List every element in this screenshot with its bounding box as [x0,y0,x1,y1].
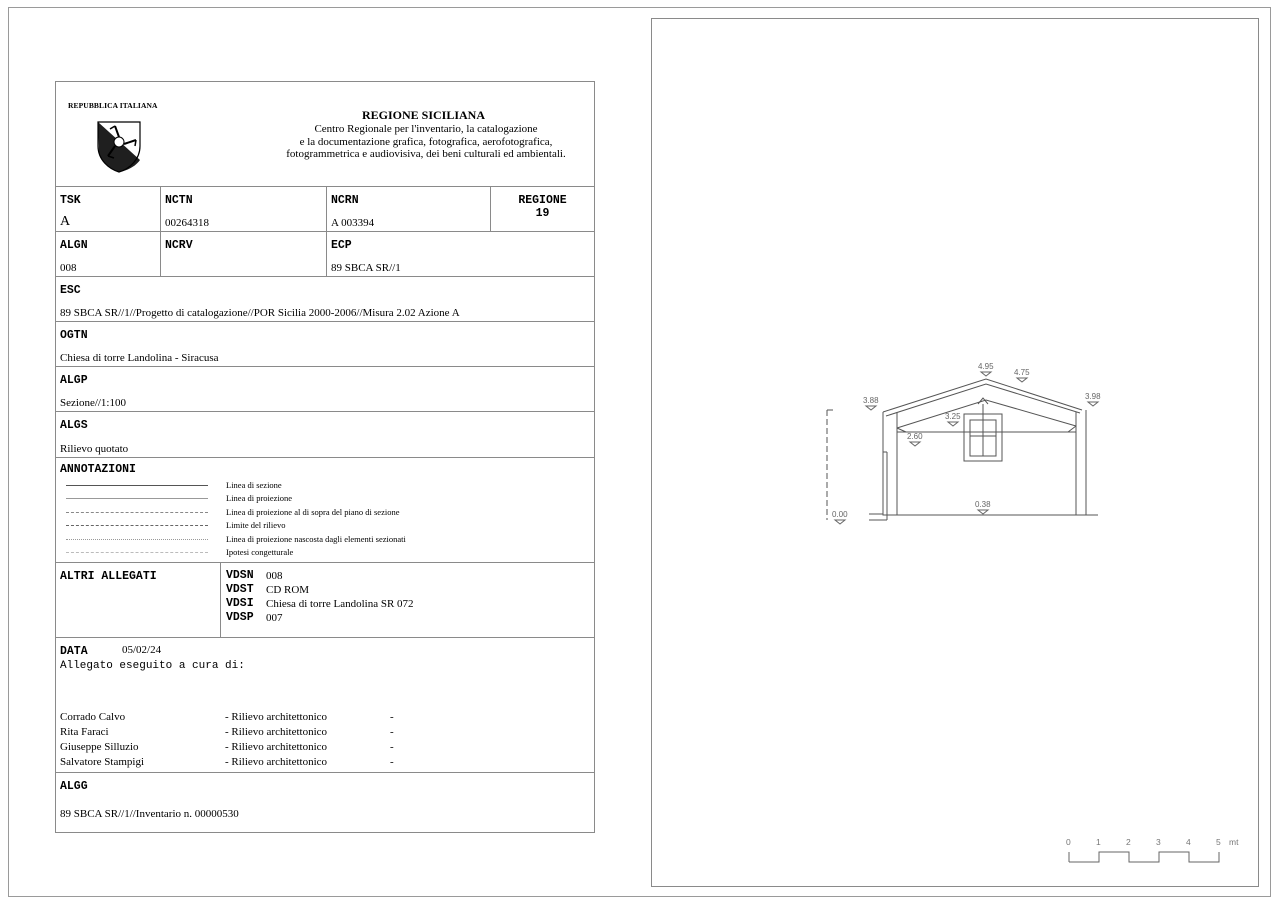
region-subtitle: Centro Regionale per l'inventario, la catalogazione e la documentazione grafica, fotografica, aerofotografica, fotogrammetrica e audiovisiva, dei beni culturali ed ambientali. [286,123,566,161]
field-ncrv: NCRV [160,232,326,276]
field-algp: ALGP Sezione//1:100 [56,367,594,412]
elevation-marker [863,396,879,410]
elevation-marker [975,500,991,514]
republic-label: REPUBBLICA ITALIANA [68,101,158,110]
altri-allegati-title: ALTRI ALLEGATI [60,570,157,583]
legend-label: Linea di proiezione [226,493,293,503]
field-algg: ALGG 89 SBCA SR//1//Inventario n. 00000530 [60,780,239,820]
vds-list: VDSN 008 VDST CD ROM VDSI Chiesa di torre Landolina SR 072 VDSP 007 [220,563,594,637]
field-ecp: ECP 89 SBCA SR//1 [326,232,594,276]
field-algn: ALGN 008 [60,239,88,274]
legend-label: Linea di sezione [226,480,282,490]
svg-text:1: 1 [1096,837,1101,847]
legend-label: Ipotesi congetturale [226,547,294,557]
field-regione: REGIONE 19 [490,187,594,231]
svg-text:2: 2 [1126,837,1131,847]
scale-bar [1066,837,1239,862]
svg-text:4.95: 4.95 [978,362,994,371]
elevation-marker [832,510,848,524]
field-nctn: NCTN 00264318 [160,187,326,231]
field-ncrn: NCRN A 003394 [326,187,490,231]
svg-text:2.60: 2.60 [907,432,923,441]
svg-text:0.38: 0.38 [975,500,991,509]
svg-text:mt: mt [1229,837,1239,847]
data-code: DATA [60,645,88,658]
svg-text:4: 4 [1186,837,1191,847]
curated-by: Allegato eseguito a cura di: [60,660,245,672]
svg-text:3.25: 3.25 [945,412,961,421]
elevation-marker [978,362,994,376]
field-tsk: TSK A [60,194,81,229]
svg-text:0.00: 0.00 [832,510,848,519]
svg-text:0: 0 [1066,837,1071,847]
elevation-marker [1085,392,1101,406]
svg-text:5: 5 [1216,837,1221,847]
field-esc: ESC 89 SBCA SR//1//Progetto di catalogazione//POR Sicilia 2000-2006//Misura 2.02 Azione A [56,277,594,322]
elevation-marker [1014,368,1030,382]
elevation-marker [907,432,923,446]
annotazioni-title: ANNOTAZIONI [60,463,136,476]
legend-label: Limite del rilievo [226,520,286,530]
data-section: DATA 05/02/24 Allegato eseguito a cura di: Corrado Calvo - Rilievo architettonico - Rita Faraci - Rilievo architettonico - Giuseppe Silluzio - Rilievo architettonico - Salvatore Stampigi - Rilievo architettonico - [56,638,594,773]
svg-text:4.75: 4.75 [1014,368,1030,377]
svg-text:3.98: 3.98 [1085,392,1101,401]
legend-label: Linea di proiezione al di sopra del piano di sezione [226,507,400,517]
region-title: REGIONE SICILIANA [361,108,486,122]
svg-text:3: 3 [1156,837,1161,847]
field-ogtn: OGTN Chiesa di torre Landolina - Siracusa [56,322,594,367]
legend-label: Linea di proiezione nascosta dagli elementi sezionati [226,534,406,544]
elevation-marker [945,412,961,426]
field-algs: ALGS Rilievo quotato [56,412,594,458]
data-value: 05/02/24 [122,644,162,656]
svg-text:3.88: 3.88 [863,396,879,405]
